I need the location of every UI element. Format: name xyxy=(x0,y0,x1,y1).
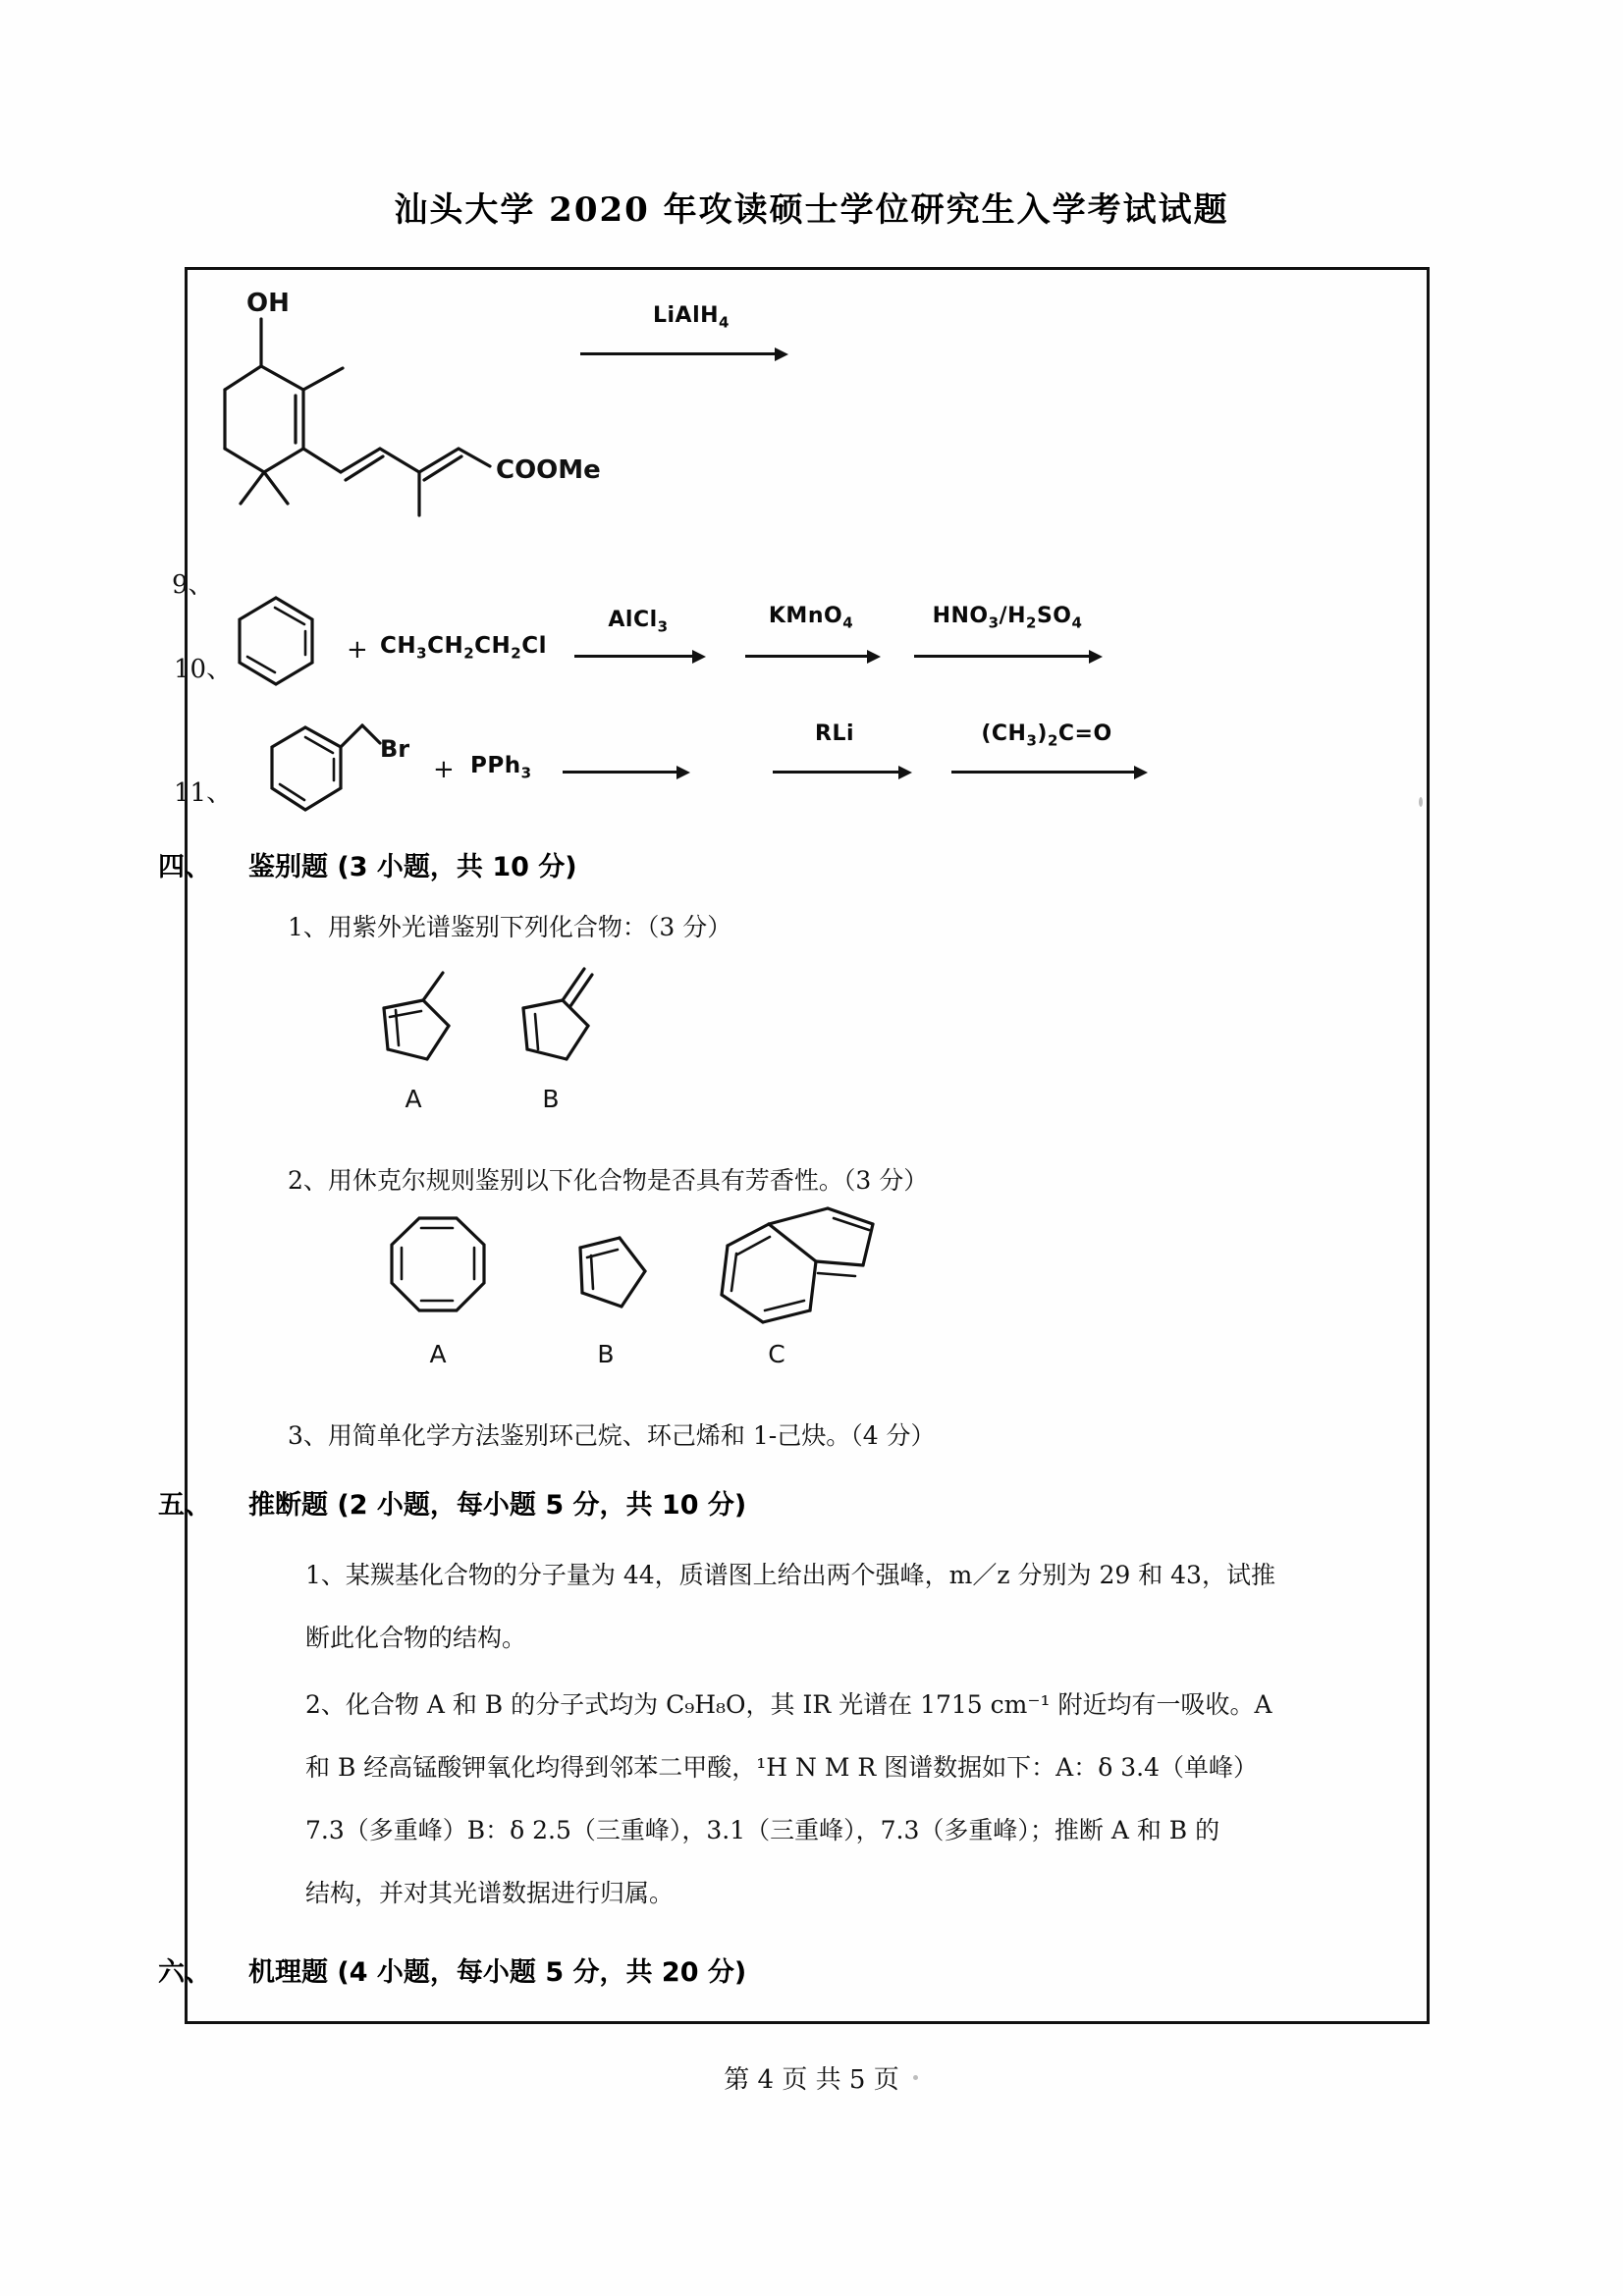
page-title: 汕头大学 2020 年攻读硕士学位研究生入学考试试题 xyxy=(394,190,1229,230)
section-4-title: 鉴别题 (3 小题，共 10 分) xyxy=(248,852,577,882)
section-5-title: 推断题 (2 小题，每小题 5 分，共 10 分) xyxy=(248,1490,747,1521)
section-5-heading xyxy=(158,1483,746,1522)
section-4-question-3: 3、用简单化学方法鉴别环己烷、环己烯和 1-己炔。（4 分） xyxy=(288,1421,936,1450)
scan-speck xyxy=(1419,797,1423,807)
question-11-reagent-2: RLi xyxy=(815,721,854,746)
question-9-arrow-icon xyxy=(580,352,792,366)
question-11-benzyl-bromide xyxy=(264,714,411,822)
section-5-question-1-line-2: 断此化合物的结构。 xyxy=(305,1624,527,1652)
question-10-benzene-ring xyxy=(232,594,320,696)
question-11-reagent-3: $(CH_3)_2C=O$ xyxy=(981,721,1112,750)
page-footer: 第 4 页 共 5 页 xyxy=(724,2065,899,2095)
section-5-question-1-line-1: 1、某羰基化合物的分子量为 44，质谱图上给出两个强峰，m／z 分别为 29 和 43，试推 xyxy=(305,1561,1275,1589)
svg-text:Br: Br xyxy=(380,735,410,763)
question-11-number: 11、 xyxy=(174,778,233,808)
question-11-plus: + xyxy=(433,755,455,784)
section-4-heading xyxy=(158,845,577,883)
question-10-reagent-1: AlCl$_3$ xyxy=(608,608,669,636)
question-10-plus: + xyxy=(347,635,368,665)
question-9-reagent xyxy=(618,303,765,331)
question-10-number: 10、 xyxy=(174,655,233,684)
section-6-title: 机理题 (4 小题，每小题 5 分，共 20 分) xyxy=(248,1957,747,1988)
question-9-structure xyxy=(217,280,639,564)
uv-compound-a-structure xyxy=(372,957,480,1070)
uv-compound-b-structure xyxy=(512,957,620,1070)
question-10-reagent-2: KMnO$_4$ xyxy=(768,604,854,632)
uv-compound-b-label: B xyxy=(542,1085,560,1113)
section-5-number: 五、 xyxy=(158,1490,211,1521)
reagent-text: LiAlH$_4$ xyxy=(653,303,730,332)
section-4-question-2: 2、用休克尔规则鉴别以下化合物是否具有芳香性。（3 分） xyxy=(288,1166,929,1195)
svg-text:OH: OH xyxy=(246,289,290,318)
aromatic-compound-a-label: A xyxy=(429,1340,447,1368)
aromatic-compound-b-structure xyxy=(570,1226,669,1329)
section-4-number: 四、 xyxy=(158,852,211,882)
exam-content-frame xyxy=(158,267,1430,2024)
section-5-question-1 xyxy=(305,1544,1415,1670)
section-4-question-1: 1、用紫外光谱鉴别下列化合物：（3 分） xyxy=(288,913,732,941)
section-5-question-2-line-3: 7.3（多重峰）B：δ 2.5（三重峰），3.1（三重峰），7.3（多重峰）；推断 A 和 B 的 xyxy=(305,1816,1220,1844)
section-5-question-2-line-2: 和 B 经高锰酸钾氧化均得到邻苯二甲酸，¹H N M R 图谱数据如下：A：δ 3.4（单峰） xyxy=(305,1753,1258,1782)
aromatic-compound-c-structure xyxy=(708,1204,894,1337)
scan-speck xyxy=(913,2075,918,2080)
aromatic-compound-b-label: B xyxy=(597,1340,615,1368)
section-6-heading xyxy=(158,1950,746,1989)
question-11-reactant-formula: PPh$_3$ xyxy=(470,753,532,782)
aromatic-compound-a-structure xyxy=(382,1212,500,1330)
aromatic-compound-c-label: C xyxy=(768,1340,785,1368)
section-5-question-2-line-4: 结构，并对其光谱数据进行归属。 xyxy=(305,1879,675,1907)
section-5-question-2-line-1: 2、化合物 A 和 B 的分子式均为 C₉H₈O，其 IR 光谱在 1715 cm⁻¹ 附近均有一吸收。A xyxy=(305,1690,1272,1719)
section-6-number: 六、 xyxy=(158,1957,211,1988)
question-10-reagent-3: $HNO_3/H_2SO_4$ xyxy=(932,604,1083,632)
question-9-number: 9、 xyxy=(172,570,214,600)
section-5-question-2 xyxy=(305,1674,1415,1925)
question-10-reactant-formula: $CH_3CH_2CH_2Cl$ xyxy=(380,633,547,663)
svg-text:COOMe: COOMe xyxy=(496,455,601,485)
uv-compound-a-label: A xyxy=(405,1085,422,1113)
